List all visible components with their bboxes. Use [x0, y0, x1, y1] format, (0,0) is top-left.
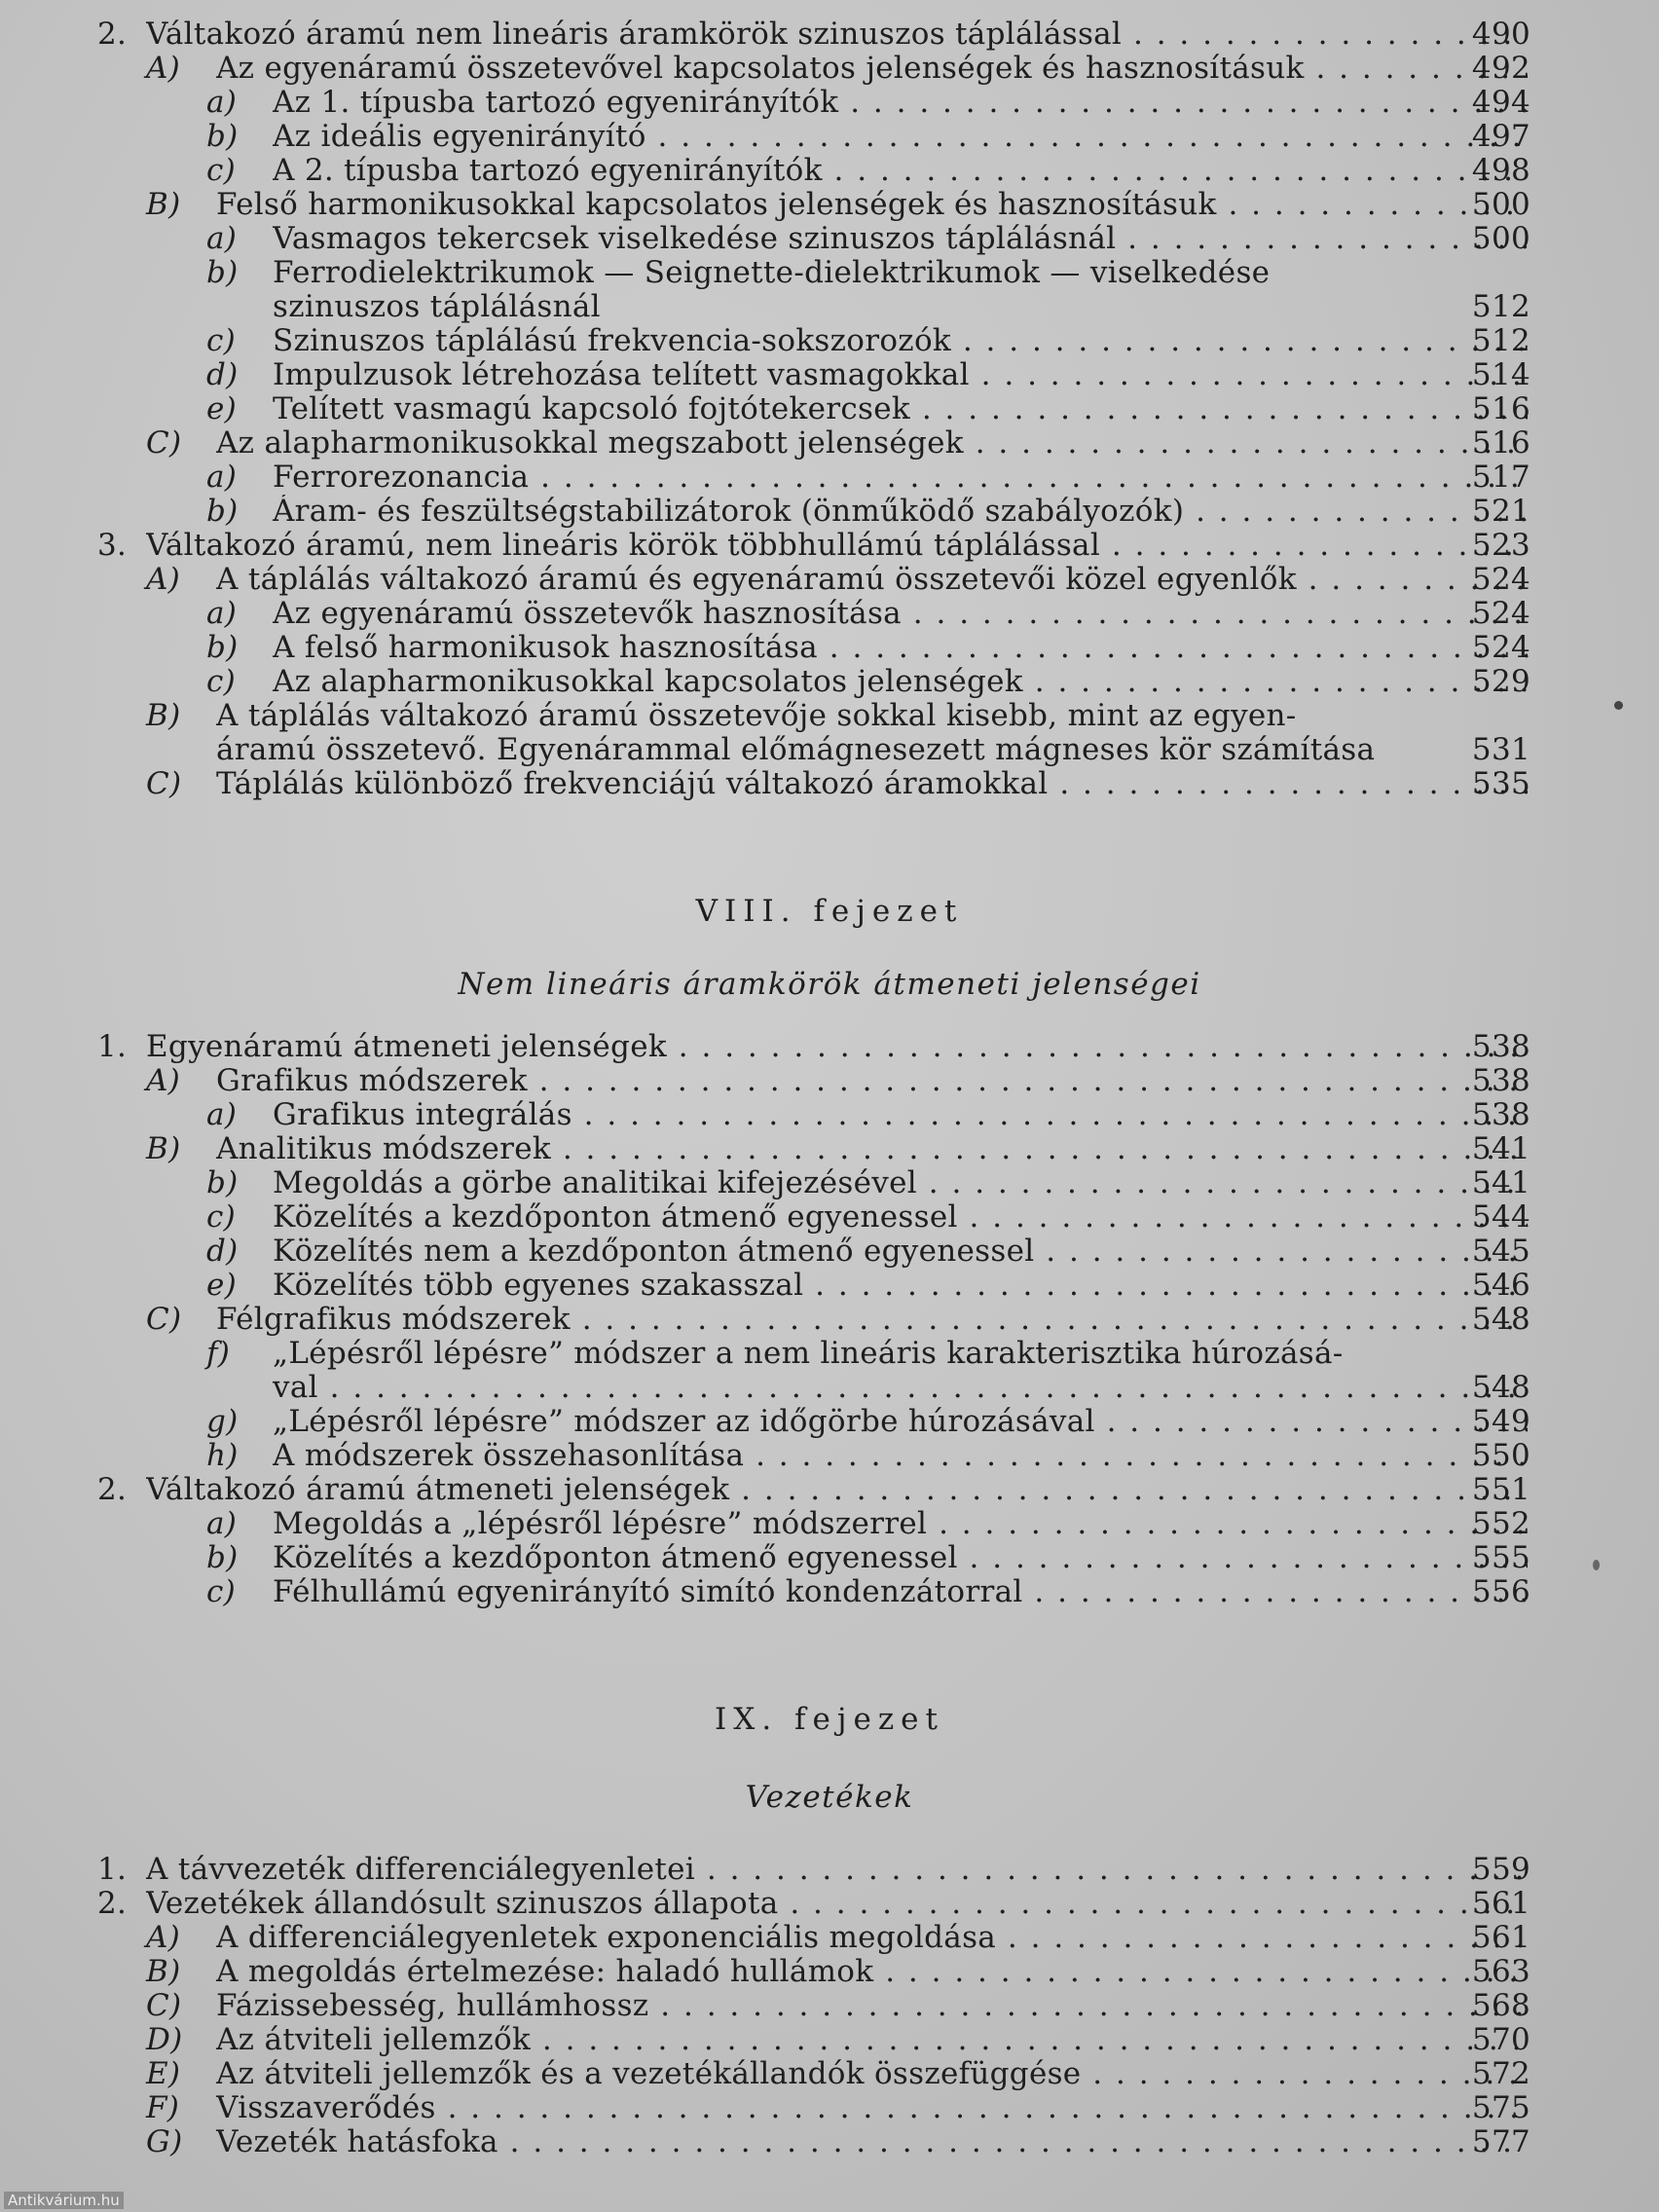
toc-entry-number: a): [206, 596, 238, 631]
toc-entry: [0, 324, 1659, 358]
toc-entry-number: E): [146, 2056, 181, 2091]
toc-entry: [0, 1439, 1659, 1473]
toc-block-chapter-vii: [0, 18, 1659, 801]
toc-entry-title: Vezeték hatásfoka . . .: [216, 2125, 1528, 2159]
toc-entry: [0, 1887, 1659, 1921]
toc-entry: [0, 597, 1659, 631]
toc-entry-page-number: 521: [1471, 494, 1530, 529]
toc-entry-number: c): [206, 153, 237, 188]
toc-entry-title: „Lépésről lépésre” módszer a nem lineáris karakterisztika húrozásá-: [273, 1337, 1344, 1371]
toc-entry: [0, 120, 1659, 154]
toc-entry-page-number: 570: [1471, 2022, 1530, 2057]
toc-entry-number: C): [146, 766, 182, 801]
toc-entry: [0, 86, 1659, 120]
chapter-subtitle-ix: Vezetékek: [745, 1780, 914, 1815]
toc-entry-title: Felső harmonikusokkal kapcsolatos jelenségek és hasznosításuk . . .: [216, 188, 1528, 222]
toc-entry: [0, 495, 1659, 529]
toc-entry-page-number: 538: [1471, 1097, 1530, 1132]
toc-entry-title: Közelítés nem a kezdőponton átmenő egyenessel . . .: [273, 1235, 1528, 1269]
toc-entry-page-number: 517: [1471, 460, 1530, 495]
toc-entry-title: Váltakozó áramú, nem lineáris körök többhullámú táplálással . . .: [146, 529, 1528, 563]
toc-entry-page-number: 568: [1471, 1988, 1530, 2023]
toc-entry: [0, 1853, 1659, 1887]
toc-entry: [0, 1541, 1659, 1575]
toc-entry-number: a): [206, 1097, 238, 1132]
toc-entry: [0, 1955, 1659, 1989]
toc-entry-title: A megoldás értelmezése: haladó hullámok . . .: [216, 1955, 1528, 1989]
toc-entry: [0, 1989, 1659, 2023]
toc-entry-title: Grafikus módszerek . . .: [216, 1064, 1528, 1098]
toc-entry: [0, 461, 1659, 495]
toc-entry-page-number: 548: [1471, 1302, 1530, 1337]
toc-entry-number: c): [206, 323, 237, 358]
toc-entry-page-number: 490: [1471, 17, 1530, 52]
toc-entry: [0, 154, 1659, 188]
toc-entry: [0, 631, 1659, 665]
toc-entry-page-number: 529: [1471, 664, 1530, 699]
toc-entry-number: 2.: [97, 17, 128, 52]
toc-entry-title: A táplálás váltakozó áramú és egyenáramú összetevői közel egyenlők . . .: [216, 563, 1528, 597]
toc-entry-page-number: 535: [1471, 766, 1530, 801]
toc-entry-page-number: 538: [1471, 1029, 1530, 1064]
toc-entry-number: d): [206, 1234, 239, 1269]
toc-entry-title: Az egyenáramú összetevők hasznosítása . . .: [273, 597, 1528, 631]
toc-entry-title: „Lépésről lépésre” módszer az időgörbe húrozásával . . .: [273, 1405, 1528, 1439]
toc-entry-page-number: 575: [1471, 2090, 1530, 2125]
toc-entry-page-number: 492: [1471, 51, 1530, 86]
chapter-subtitle-viii: Nem lineáris áramkörök átmeneti jelenségei: [458, 967, 1201, 1002]
toc-entry: [0, 188, 1659, 222]
toc-entry: [0, 1507, 1659, 1541]
toc-entry: [0, 1030, 1659, 1064]
toc-entry: [0, 1337, 1659, 1405]
toc-entry-page-number: 572: [1471, 2056, 1530, 2091]
toc-entry-page-number: 538: [1471, 1063, 1530, 1098]
toc-entry-number: b): [206, 1165, 239, 1200]
toc-entry-title: Közelítés több egyenes szakasszal . . .: [273, 1269, 1528, 1303]
toc-entry-number: b): [206, 119, 239, 154]
toc-entry-page-number: 545: [1471, 1234, 1530, 1269]
toc-entry-page-number: 512: [1471, 323, 1530, 358]
toc-entry-title: Váltakozó áramú átmeneti jelenségek . . .: [146, 1473, 1528, 1507]
toc-entry-page-number: 559: [1471, 1852, 1530, 1887]
toc-entry-page-number: 514: [1471, 357, 1530, 392]
toc-entry-page-number: 516: [1471, 391, 1530, 426]
toc-entry-title: Ferrodielektrikumok — Seignette-dielektrikumok — viselkedése: [273, 256, 1271, 290]
toc-entry: [0, 392, 1659, 426]
toc-entry: [0, 699, 1659, 767]
toc-entry-page-number: 550: [1471, 1438, 1530, 1473]
toc-entry-number: 3.: [97, 528, 128, 563]
toc-entry-number: 2.: [97, 1886, 128, 1921]
toc-entry: [0, 1303, 1659, 1337]
toc-entry: [0, 1098, 1659, 1132]
toc-entry: [0, 563, 1659, 597]
toc-entry-number: c): [206, 664, 237, 699]
toc-entry: [0, 767, 1659, 801]
toc-entry-page-number: 556: [1471, 1574, 1530, 1609]
toc-entry-page-number: 548: [1471, 1370, 1530, 1405]
toc-entry-number: B): [146, 698, 181, 733]
toc-entry: [0, 1200, 1659, 1235]
toc-entry-title: Vezetékek állandósult szinuszos állapota . . .: [146, 1887, 1528, 1921]
toc-entry-title: Impulzusok létrehozása telített vasmagokkal . . .: [273, 358, 1528, 392]
toc-entry-title: A differenciálegyenletek exponenciális megoldása . . .: [216, 1921, 1528, 1955]
toc-entry-title: Közelítés a kezdőponton átmenő egyenessel . . .: [273, 1200, 1528, 1235]
toc-entry-page-number: 561: [1471, 1920, 1530, 1955]
toc-entry-page-number: 561: [1471, 1886, 1530, 1921]
toc-entry-page-number: 498: [1471, 153, 1530, 188]
toc-entry-title: Az alapharmonikusokkal kapcsolatos jelenségek . . .: [273, 665, 1528, 699]
toc-entry-title: Az átviteli jellemzők . . .: [216, 2023, 1528, 2057]
toc-entry-page-number: 524: [1471, 596, 1530, 631]
toc-entry-page-number: 549: [1471, 1404, 1530, 1439]
toc-entry-title: Megoldás a görbe analitikai kifejezésével . . .: [273, 1166, 1528, 1200]
toc-entry-number: a): [206, 460, 238, 495]
toc-entry-page-number: 500: [1471, 221, 1530, 256]
toc-entry: [0, 52, 1659, 86]
toc-entry-number: B): [146, 187, 181, 222]
toc-entry-title-continued: szinuszos táplálásnál: [273, 290, 601, 324]
toc-entry-title: Megoldás a „lépésről lépésre” módszerrel . . .: [273, 1507, 1528, 1541]
toc-entry-page-number: 577: [1471, 2124, 1530, 2159]
toc-block-chapter-viii: [0, 1030, 1659, 1609]
toc-entry-title-continued: áramú összetevő. Egyenárammal előmágnesezett mágneses kör számítása: [216, 733, 1376, 767]
toc-entry-number: b): [206, 494, 239, 529]
toc-entry: [0, 1235, 1659, 1269]
toc-entry: [0, 2023, 1659, 2057]
toc-entry-title: A távvezeték differenciálegyenletei . . .: [146, 1853, 1528, 1887]
toc-entry-title: Az átviteli jellemzők és a vezetékállandók összefüggése . . .: [216, 2057, 1528, 2091]
toc-entry-title-continued: val . . .: [273, 1371, 1528, 1405]
toc-entry-number: b): [206, 1540, 239, 1575]
toc-entry-number: c): [206, 1574, 237, 1609]
toc-entry: [0, 426, 1659, 461]
toc-entry-page-number: 516: [1471, 425, 1530, 461]
toc-entry-number: c): [206, 1199, 237, 1235]
toc-entry: [0, 18, 1659, 52]
toc-entry-number: 1.: [97, 1029, 128, 1064]
toc-entry-title: Az 1. típusba tartozó egyenirányítók . . .: [273, 86, 1528, 120]
toc-entry: [0, 1405, 1659, 1439]
toc-entry-number: b): [206, 630, 239, 665]
toc-entry-page-number: 500: [1471, 187, 1530, 222]
toc-block-chapter-ix: [0, 1853, 1659, 2159]
toc-entry: [0, 1064, 1659, 1098]
toc-entry-page-number: 512: [1471, 289, 1530, 324]
toc-entry-number: a): [206, 85, 238, 120]
toc-entry: [0, 1575, 1659, 1609]
paper-speck: [1614, 701, 1623, 710]
toc-entry-title: A felső harmonikusok hasznosítása . . .: [273, 631, 1528, 665]
toc-entry-number: d): [206, 357, 239, 392]
toc-entry: [0, 1921, 1659, 1955]
toc-entry-title: Az egyenáramú összetevővel kapcsolatos jelenségek és hasznosításuk . . .: [216, 52, 1528, 86]
toc-entry-title: Ferrorezonancia . . .: [273, 461, 1528, 495]
toc-entry-number: D): [146, 2022, 183, 2057]
toc-entry: [0, 1166, 1659, 1200]
toc-entry-page-number: 544: [1471, 1199, 1530, 1235]
toc-entry: [0, 2125, 1659, 2159]
toc-entry-title: Grafikus integrálás . . .: [273, 1098, 1528, 1132]
toc-entry-number: F): [146, 2090, 180, 2125]
toc-entry-page-number: 497: [1471, 119, 1530, 154]
toc-entry-page-number: 524: [1471, 630, 1530, 665]
toc-entry: [0, 358, 1659, 392]
toc-entry-number: a): [206, 1506, 238, 1541]
chapter-title-viii: VIII. fejezet: [695, 894, 964, 929]
toc-entry: [0, 1473, 1659, 1507]
toc-entry: [0, 1269, 1659, 1303]
toc-entry: [0, 256, 1659, 324]
toc-entry-number: B): [146, 1131, 181, 1166]
toc-entry: [0, 2057, 1659, 2091]
toc-entry-number: C): [146, 1988, 182, 2023]
toc-entry-title: Telített vasmagú kapcsoló fojtótekercsek . . .: [273, 392, 1528, 426]
toc-entry-title: Félgrafikus módszerek . . .: [216, 1303, 1528, 1337]
toc-entry-number: g): [206, 1404, 239, 1439]
toc-entry-number: G): [146, 2124, 183, 2159]
toc-entry-title: Az alapharmonikusokkal megszabott jelenségek . . .: [216, 426, 1528, 461]
toc-entry: [0, 2091, 1659, 2125]
toc-entry-page-number: 541: [1471, 1131, 1530, 1166]
toc-entry-title: Egyenáramú átmeneti jelenségek . . .: [146, 1030, 1528, 1064]
watermark-logo: Antikvárium.hu: [4, 2192, 124, 2209]
toc-entry-page-number: 494: [1471, 85, 1530, 120]
toc-entry-page-number: 531: [1471, 732, 1530, 767]
toc-entry-number: C): [146, 1302, 182, 1337]
toc-entry-number: A): [146, 1920, 181, 1955]
toc-entry-number: b): [206, 255, 239, 290]
toc-entry-title: Vasmagos tekercsek viselkedése szinuszos táplálásnál . . .: [273, 222, 1528, 256]
toc-entry-title: Szinuszos táplálású frekvencia-sokszorozók . . .: [273, 324, 1528, 358]
toc-entry-number: B): [146, 1954, 181, 1989]
toc-entry-title: Analitikus módszerek . . .: [216, 1132, 1528, 1166]
toc-entry-number: e): [206, 391, 238, 426]
toc-entry-number: A): [146, 1063, 181, 1098]
toc-entry-title: A táplálás váltakozó áramú összetevője sokkal kisebb, mint az egyen-: [216, 699, 1297, 733]
toc-entry-number: f): [206, 1336, 231, 1371]
toc-entry-page-number: 555: [1471, 1540, 1530, 1575]
toc-entry: [0, 1132, 1659, 1166]
toc-entry-page-number: 552: [1471, 1506, 1530, 1541]
toc-entry-title: Az ideális egyenirányító . . .: [273, 120, 1528, 154]
toc-entry-title: Közelítés a kezdőponton átmenő egyenessel . . .: [273, 1541, 1528, 1575]
toc-entry-title: A módszerek összehasonlítása . . .: [273, 1439, 1528, 1473]
toc-entry-page-number: 546: [1471, 1268, 1530, 1303]
toc-entry-page-number: 524: [1471, 562, 1530, 597]
toc-entry-page-number: 563: [1471, 1954, 1530, 1989]
toc-entry-number: C): [146, 425, 182, 461]
toc-entry-title: Áram- és feszültségstabilizátorok (önműködő szabályozók) . . .: [273, 495, 1528, 529]
toc-entry-title: Félhullámú egyenirányító simító kondenzátorral . . .: [273, 1575, 1528, 1609]
toc-entry: [0, 529, 1659, 563]
toc-entry-number: 2.: [97, 1472, 128, 1507]
toc-entry-number: a): [206, 221, 238, 256]
toc-entry-number: h): [206, 1438, 239, 1473]
toc-entry-number: 1.: [97, 1852, 128, 1887]
chapter-title-ix: IX. fejezet: [715, 1702, 944, 1737]
toc-entry-page-number: 541: [1471, 1165, 1530, 1200]
toc-entry: [0, 665, 1659, 699]
toc-entry-title: Visszaverődés . . .: [216, 2091, 1528, 2125]
toc-entry: [0, 222, 1659, 256]
toc-entry-page-number: 523: [1471, 528, 1530, 563]
toc-entry-page-number: 551: [1471, 1472, 1530, 1507]
toc-entry-number: A): [146, 562, 181, 597]
toc-entry-title: A 2. típusba tartozó egyenirányítók . . .: [273, 154, 1528, 188]
paper-speck: [1593, 1560, 1600, 1570]
toc-entry-title: Váltakozó áramú nem lineáris áramkörök szinuszos táplálással . . .: [146, 18, 1528, 52]
toc-entry-number: A): [146, 51, 181, 86]
toc-entry-title: Fázissebesség, hullámhossz . . .: [216, 1989, 1528, 2023]
toc-entry-title: Táplálás különböző frekvenciájú váltakozó áramokkal . . .: [216, 767, 1528, 801]
toc-entry-number: e): [206, 1268, 238, 1303]
